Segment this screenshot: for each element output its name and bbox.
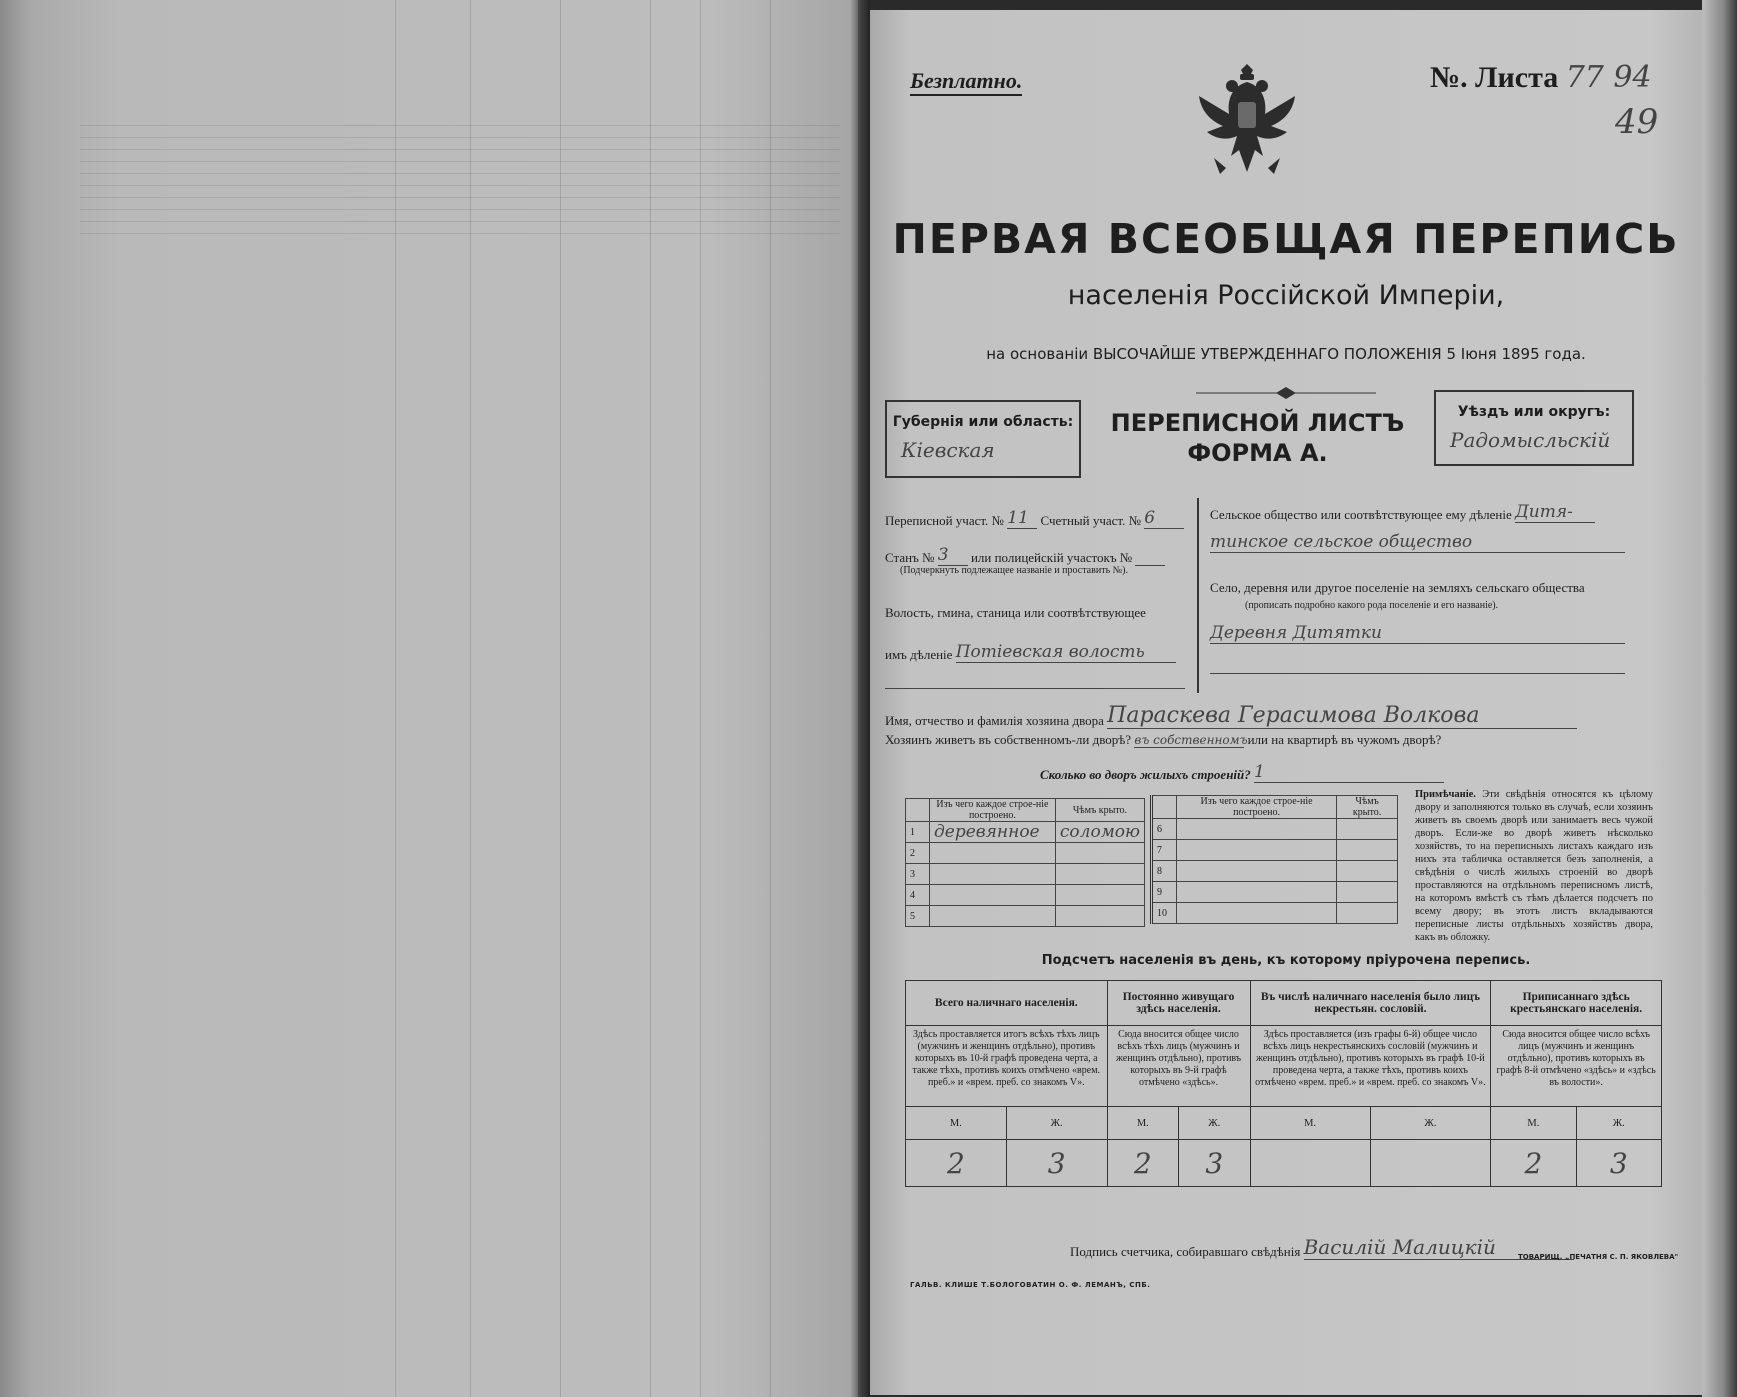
owner-value: Параскева Герасимова Волкова — [1107, 703, 1577, 729]
nonpeasant-female — [1370, 1140, 1491, 1187]
structures-table-left — [905, 798, 1145, 927]
owner-row: Имя, отчество и фамилія хозяина двора Параскева Герасимова Волкова — [885, 703, 1577, 729]
volost-label: Волость, гмина, станица или соотвѣтствующее — [885, 605, 1146, 620]
buildings-value: 1 — [1254, 762, 1444, 783]
village-value: Деревня Дитятки — [1210, 623, 1625, 644]
form-title-line2: ФОРМА А. — [1187, 439, 1328, 467]
guberniya-box — [885, 400, 1081, 478]
volost-row: имъ дѣленіе Потіевская волость — [885, 642, 1176, 663]
police-note: (Подчеркнуть подлежащее названіе и проставить №). — [900, 565, 1128, 576]
society-row: Сельское общество или соотвѣтствующее ему дѣленіе Дитя- — [1210, 502, 1595, 523]
signature-row — [1070, 1235, 1574, 1260]
permanent-female: 3 — [1179, 1140, 1250, 1187]
table-row: 8 — [1152, 861, 1398, 882]
page-edge — [1702, 0, 1737, 1397]
table-row: 3 — [906, 864, 1145, 885]
sheet-number-label: №. Листа — [1430, 61, 1559, 94]
table-row: 1 деревянное соломою — [906, 822, 1145, 843]
ornament-divider — [1196, 386, 1376, 400]
uezd-box — [1434, 390, 1634, 466]
uezd-value: Радомысльскій — [1450, 428, 1611, 452]
col-registered-head: Приписаннаго здѣсь крестьянскаго населенія. — [1491, 981, 1662, 1026]
col-total-head: Всего наличнаго населенія. — [906, 981, 1108, 1026]
total-female: 3 — [1006, 1140, 1107, 1187]
total-male: 2 — [906, 1140, 1007, 1187]
col-total-desc: Здѣсь проставляется итогъ всѣхъ тѣхъ лицъ (мужчинъ и женщинъ отдѣльно), противъ которыхъ въ 10-й графѣ проведена черта, а также тѣхъ, противъ коихъ отмѣчено «врем. преб.» и «врем. преб. со знакомъ V». — [906, 1026, 1108, 1107]
census-district-row: Переписной участ. № 11 Счетный участ. № 6 — [885, 508, 1184, 529]
population-heading: Подсчетъ населенія въ день, къ которому пріурочена перепись. — [1041, 953, 1531, 968]
population-table: Всего наличнаго населенія. Постоянно живущаго здѣсь населенія. Въ числѣ наличнаго населенія было лицъ некрестьян. сословій. Приписаннаго здѣсь крестьянскаго населенія. Здѣсь проставляется итогъ всѣхъ тѣхъ лицъ (мужчинъ и женщинъ отдѣльно), противъ которыхъ въ 10-й графѣ проведена черта, а также тѣхъ, противъ коихъ отмѣчено «врем. преб.» и «врем. преб. со знакомъ V». Сюда вносится общее число всѣхъ тѣхъ лицъ (мужчинъ и женщинъ отдѣльно), противъ которыхъ въ 9-й графѣ отмѣчено «здѣсь». Здѣсь проставляется (изъ графы 6-й) общее число всѣхъ лицъ некрестьянскихъ сословій (мужчинъ и женщинъ отдѣльно), противъ которыхъ въ графѣ 10-й проведена черта, а также тѣхъ, противъ коихъ отмѣчено «врем. преб.» и «врем. преб. со знакомъ V». Сюда вносится общее число всѣхъ лицъ (мужчинъ и женщинъ отдѣльно), противъ которыхъ въ графѣ 8-й отмѣчено «здѣсь» и «здѣсь въ волости». М. Ж. М. Ж. М. Ж. М. Ж. 2 3 2 3 2 3 — [905, 980, 1662, 1187]
col-permanent-desc: Сюда вносится общее число всѣхъ тѣхъ лицъ (мужчинъ и женщинъ отдѣльно), противъ которыхъ въ 9-й графѣ отмѣчено «здѣсь». — [1107, 1026, 1250, 1107]
nonpeasant-male — [1250, 1140, 1370, 1187]
buildings-row: Сколько во дворъ жилыхъ строеній? 1 — [1040, 762, 1444, 783]
printer-mark-left: ГАЛЬВ. КЛИШЕ Т.БОЛОГОВАТИН О. Ф. ЛЕМАНЪ, СПБ. — [910, 1281, 1151, 1289]
structures-table-right — [1150, 795, 1398, 924]
roof-header: Чѣмъ крыто. — [1055, 799, 1144, 822]
material-header-right: Изъ чего каждое строе-ніе построено. — [1177, 796, 1337, 819]
col-registered-desc: Сюда вносится общее число всѣхъ лицъ (мужчинъ и женщинъ отдѣльно), противъ которыхъ въ графѣ 8-й отмѣчено «здѣсь» и «здѣсь въ волости». — [1491, 1026, 1662, 1107]
imperial-eagle-icon — [1192, 62, 1302, 192]
sheet-number — [1430, 60, 1652, 95]
society-row-2 — [1210, 532, 1625, 553]
col-permanent-head: Постоянно живущаго здѣсь населенія. — [1107, 981, 1250, 1026]
table-row: 7 — [1152, 840, 1398, 861]
sheet-number-alt: 49 — [1615, 102, 1659, 142]
residence-value: въ собственномъ — [1134, 733, 1248, 747]
residence-row: Хозяинъ живетъ въ собственномъ-ли дворѣ? въ собственномъ или на квартирѣ въ чужомъ дворѣ? — [885, 732, 1442, 747]
document-subtitle: населенія Россійской Имперіи, — [1067, 280, 1505, 311]
village-note: (прописать подробно какого рода поселеніе и его названіе). — [1245, 600, 1499, 611]
column-divider — [1197, 498, 1199, 693]
col-nonpeasant-head: Въ числѣ наличнаго населенія было лицъ некрестьян. сословій. — [1250, 981, 1491, 1026]
guberniya-label: Губернія или область: — [892, 414, 1074, 430]
table-row: 10 — [1152, 903, 1398, 924]
material-header: Изъ чего каждое строе-ніе построено. — [930, 799, 1056, 822]
permanent-male: 2 — [1107, 1140, 1178, 1187]
roof-header-right: Чѣмъ крыто. — [1337, 796, 1398, 819]
volost-value: Потіевская волость — [956, 642, 1176, 663]
table-row: 2 — [906, 843, 1145, 864]
count-district-value: 6 — [1144, 508, 1184, 529]
table-row: 9 — [1152, 882, 1398, 903]
census-sheet — [870, 10, 1702, 1395]
signature-value: Василій Малицкій — [1304, 1235, 1574, 1260]
document-title: ПЕРВАЯ ВСЕОБЩАЯ ПЕРЕПИСЬ — [892, 215, 1680, 263]
stan-row: Станъ № 3 или полицейскій участокъ № — [885, 545, 1165, 566]
census-district-value: 11 — [1007, 508, 1037, 529]
note-head: Примѣчаніе. — [1415, 789, 1476, 800]
col-nonpeasant-desc: Здѣсь проставляется (изъ графы 6-й) общее число всѣхъ лицъ некрестьянскихъ сословій (мужчинъ и женщинъ отдѣльно), противъ которыхъ въ графѣ 10-й проведена черта, а также тѣхъ, противъ коихъ отмѣчено «врем. преб.» и «врем. преб. со знакомъ V». — [1250, 1026, 1491, 1107]
village-row — [1210, 623, 1625, 644]
free-label: Безплатно. — [910, 68, 1022, 96]
book-spine — [858, 0, 870, 1397]
left-page — [0, 0, 858, 1397]
table-row: 5 — [906, 906, 1145, 927]
registered-male: 2 — [1491, 1140, 1576, 1187]
stan-value: 3 — [938, 545, 968, 566]
registered-female: 3 — [1576, 1140, 1661, 1187]
legal-basis: на основаніи ВЫСОЧАЙШЕ УТВЕРЖДЕННАГО ПОЛОЖЕНІЯ 5 Іюня 1895 года. — [986, 345, 1586, 363]
form-title — [1090, 408, 1425, 468]
printer-mark-right: ТОВАРИЩ. „ПЕЧАТНЯ С. П. ЯКОВЛЕВА" — [1518, 1253, 1679, 1261]
bleed-through-print — [80, 125, 840, 245]
table-row: 6 — [1152, 819, 1398, 840]
society-value-1: Дитя- — [1515, 502, 1595, 523]
table-row: 4 — [906, 885, 1145, 906]
society-value-2: тинское сельское общество — [1210, 532, 1625, 553]
signature-label: Подпись счетчика, собиравшаго свѣдѣнія — [1070, 1244, 1301, 1259]
village-label: Село, деревня или другое поселеніе на земляхъ сельскаго общества — [1210, 580, 1585, 595]
sheet-number-value: 77 94 — [1565, 60, 1652, 95]
note — [1415, 788, 1653, 944]
form-title-line1: ПЕРЕПИСНОЙ ЛИСТЪ — [1110, 409, 1405, 437]
uezd-label: Уѣздъ или округъ: — [1457, 404, 1611, 420]
guberniya-value: Кіевская — [901, 438, 995, 462]
note-text: Эти свѣдѣнія относятся къ цѣлому двору и заполняются только въ случаѣ, если хозяинъ живетъ въ своемъ дворѣ или занимаетъ весь чужой дворъ. Если-же во дворѣ живетъ нѣсколько хозяйствъ, то на переписныхъ листахъ каждаго изъ нихъ эта табличка оставляется безъ заполненія, а свѣдѣнія о числѣ жилыхъ строеній во дворѣ проставляются на отдѣльномъ переписномъ листѣ, на которомъ вмѣстѣ съ тѣмъ дѣлается подсчетъ по всему двору; въ этотъ листъ вкладываются переписные листы отдѣльныхъ хозяйствъ двора, какъ въ обложку. — [1415, 789, 1653, 943]
population-values-row — [906, 1140, 1662, 1187]
